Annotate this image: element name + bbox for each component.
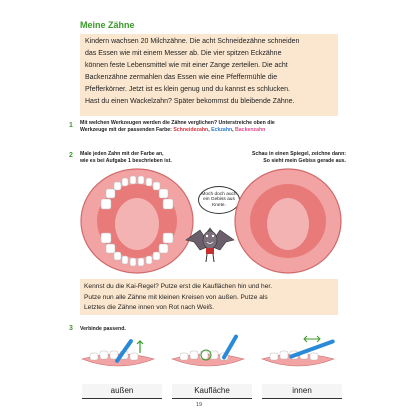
reading-line: Backenzähne zermahlen das Essen wie eine Pfeffermühle die (85, 74, 278, 81)
speech-text: Moch doch auch ein Gebiss aus Knete. (201, 191, 237, 208)
task-number: 2 (69, 152, 73, 159)
task1-line2-row: Werkzeuge mit der passenden Farbe: Schneidezahn, Eckzahn, Backenzahn (80, 127, 266, 133)
task2-right-line1: Schau in einen Spiegel, zeichne dann: (252, 151, 346, 157)
task-number: 3 (69, 325, 73, 332)
rule-line: Letztes die Zähne innen von Rot nach Weiß. (84, 304, 214, 312)
answer-label: außen (110, 386, 134, 395)
page-number: 19 (196, 402, 203, 408)
page-title: Meine Zähne (80, 20, 135, 30)
task1-instruction (80, 120, 340, 134)
rule-text (84, 282, 336, 314)
brushing-illustration-1 (78, 333, 158, 375)
reading-line: können feste Lebensmittel wie mit einer Zange zerteilen. Die acht (85, 62, 288, 69)
task2-right-instruction (236, 151, 346, 165)
rule-line: Putze nun alle Zähne mit kleinen Kreisen von außen. Putze als (84, 293, 268, 301)
task2-left-line1: Male jeden Zahn mit der Farbe an, (80, 151, 164, 157)
task-number: 1 (69, 122, 73, 129)
bat-mascot-illustration (182, 214, 238, 266)
task3-label: Verbinde passend. (80, 326, 126, 332)
answer-box-kauflaeche[interactable] (172, 384, 252, 399)
reading-line: Pfefferkörner. Jetzt ist es klein genug und du kannst es schlucken. (85, 86, 290, 93)
empty-mouth-illustration (232, 166, 344, 276)
task2-left-instruction (80, 151, 200, 165)
reading-line: Kindern wachsen 20 Milchzähne. Die acht Schneidezähne schneiden (85, 38, 300, 45)
word-eckzahn: Eckzahn (211, 127, 233, 133)
reading-line: Hast du einen Wackelzahn? Später bekommst du bleibende Zähne. (85, 98, 295, 105)
rule-line: Kennst du die Kai-Regel? Putze erst die Kauflächen hin und her. (84, 283, 273, 290)
task1-line1: Mit welchen Werkzeugen werden die Zähne verglichen? Unterstreiche oben die (80, 120, 275, 126)
answer-box-innen[interactable] (262, 384, 342, 399)
answer-box-aussen[interactable] (82, 384, 162, 399)
word-backenzahn: Backenzahn (235, 127, 266, 133)
task2-right-line2: So sieht mein Gebiss gerade aus. (263, 158, 346, 164)
reading-text (85, 36, 335, 108)
task2-left-line2: wie es bei Aufgabe 1 beschrieben ist. (80, 158, 172, 164)
task1-line2: Werkzeuge mit der passenden Farbe: (80, 127, 172, 133)
answer-label: Kaufläche (194, 386, 230, 395)
reading-line: das Essen wie mit einem Messer ab. Die vier spitzen Eckzähne (85, 50, 282, 57)
brushing-illustration-2 (168, 333, 248, 375)
word-schneidezahn: Schneidezahn (173, 127, 209, 133)
answer-label: innen (292, 386, 312, 395)
mouth-with-teeth-illustration (78, 166, 196, 276)
brushing-illustration-3 (258, 333, 340, 375)
